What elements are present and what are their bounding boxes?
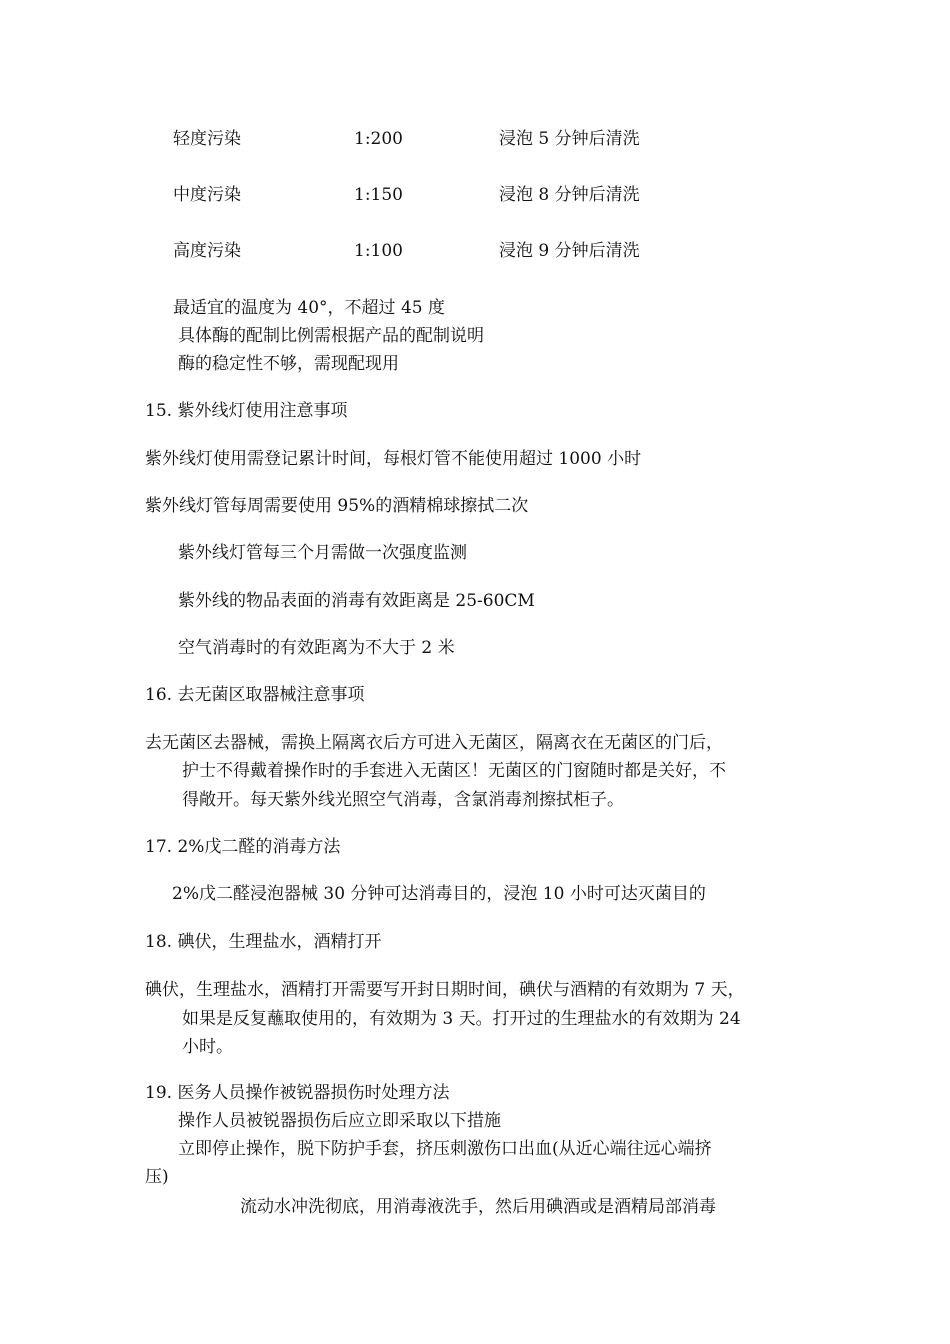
paragraph-line: 流动水冲洗彻底，用消毒液洗手，然后用碘酒或是酒精局部消毒 — [240, 1197, 716, 1217]
section-heading: 17. 2%戊二醛的消毒方法 — [145, 837, 341, 857]
paragraph-line: 紫外线灯使用需登记累计时间，每根灯管不能使用超过 1000 小时 — [145, 449, 642, 469]
paragraph-line: 空气消毒时的有效距离为不大于 2 米 — [178, 638, 455, 658]
enzyme-note: 具体酶的配制比例需根据产品的配制说明 — [178, 326, 484, 346]
section-heading: 19. 医务人员操作被锐器损伤时处理方法 — [145, 1083, 450, 1103]
paragraph-line: 操作人员被锐器损伤后应立即采取以下措施 — [178, 1111, 501, 1131]
soak-method: 浸泡 9 分钟后清洗 — [499, 241, 640, 261]
section-heading: 15. 紫外线灯使用注意事项 — [145, 401, 348, 421]
dilution-ratio: 1:200 — [354, 129, 403, 149]
paragraph-line: 紫外线灯管每周需要使用 95%的酒精棉球擦拭二次 — [145, 496, 529, 516]
paragraph-line: 护士不得戴着操作时的手套进入无菌区！无菌区的门窗随时都是关好，不 — [182, 761, 726, 781]
contamination-level: 高度污染 — [173, 241, 241, 261]
paragraph-line: 小时。 — [182, 1037, 233, 1057]
paragraph-line: 紫外线的物品表面的消毒有效距离是 25-60CM — [178, 591, 535, 611]
soak-method: 浸泡 5 分钟后清洗 — [499, 129, 640, 149]
section-heading: 18. 碘伏，生理盐水，酒精打开 — [145, 932, 382, 952]
paragraph-line: 去无菌区去器械，需换上隔离衣后方可进入无菌区，隔离衣在无菌区的门后， — [145, 733, 723, 753]
paragraph-line: 2%戊二醛浸泡器械 30 分钟可达消毒目的，浸泡 10 小时可达灭菌目的 — [172, 884, 706, 904]
paragraph-line: 碘伏，生理盐水，酒精打开需要写开封日期时间，碘伏与酒精的有效期为 7 天， — [145, 980, 745, 1000]
paragraph-line: 立即停止操作，脱下防护手套，挤压刺激伤口出血(从近心端往远心端挤 — [178, 1139, 712, 1159]
enzyme-note: 酶的稳定性不够，需现配现用 — [178, 354, 399, 374]
enzyme-note: 最适宜的温度为 40°，不超过 45 度 — [173, 298, 445, 318]
contamination-level: 中度污染 — [173, 185, 241, 205]
paragraph-line: 压) — [145, 1167, 169, 1187]
contamination-level: 轻度污染 — [173, 129, 241, 149]
dilution-ratio: 1:100 — [354, 241, 403, 261]
paragraph-line: 紫外线灯管每三个月需做一次强度监测 — [178, 543, 467, 563]
soak-method: 浸泡 8 分钟后清洗 — [499, 185, 640, 205]
paragraph-line: 如果是反复蘸取使用的，有效期为 3 天。打开过的生理盐水的有效期为 24 — [182, 1009, 741, 1029]
paragraph-line: 得敞开。每天紫外线光照空气消毒，含氯消毒剂擦拭柜子。 — [182, 790, 624, 810]
dilution-ratio: 1:150 — [354, 185, 403, 205]
section-heading: 16. 去无菌区取器械注意事项 — [145, 685, 365, 705]
